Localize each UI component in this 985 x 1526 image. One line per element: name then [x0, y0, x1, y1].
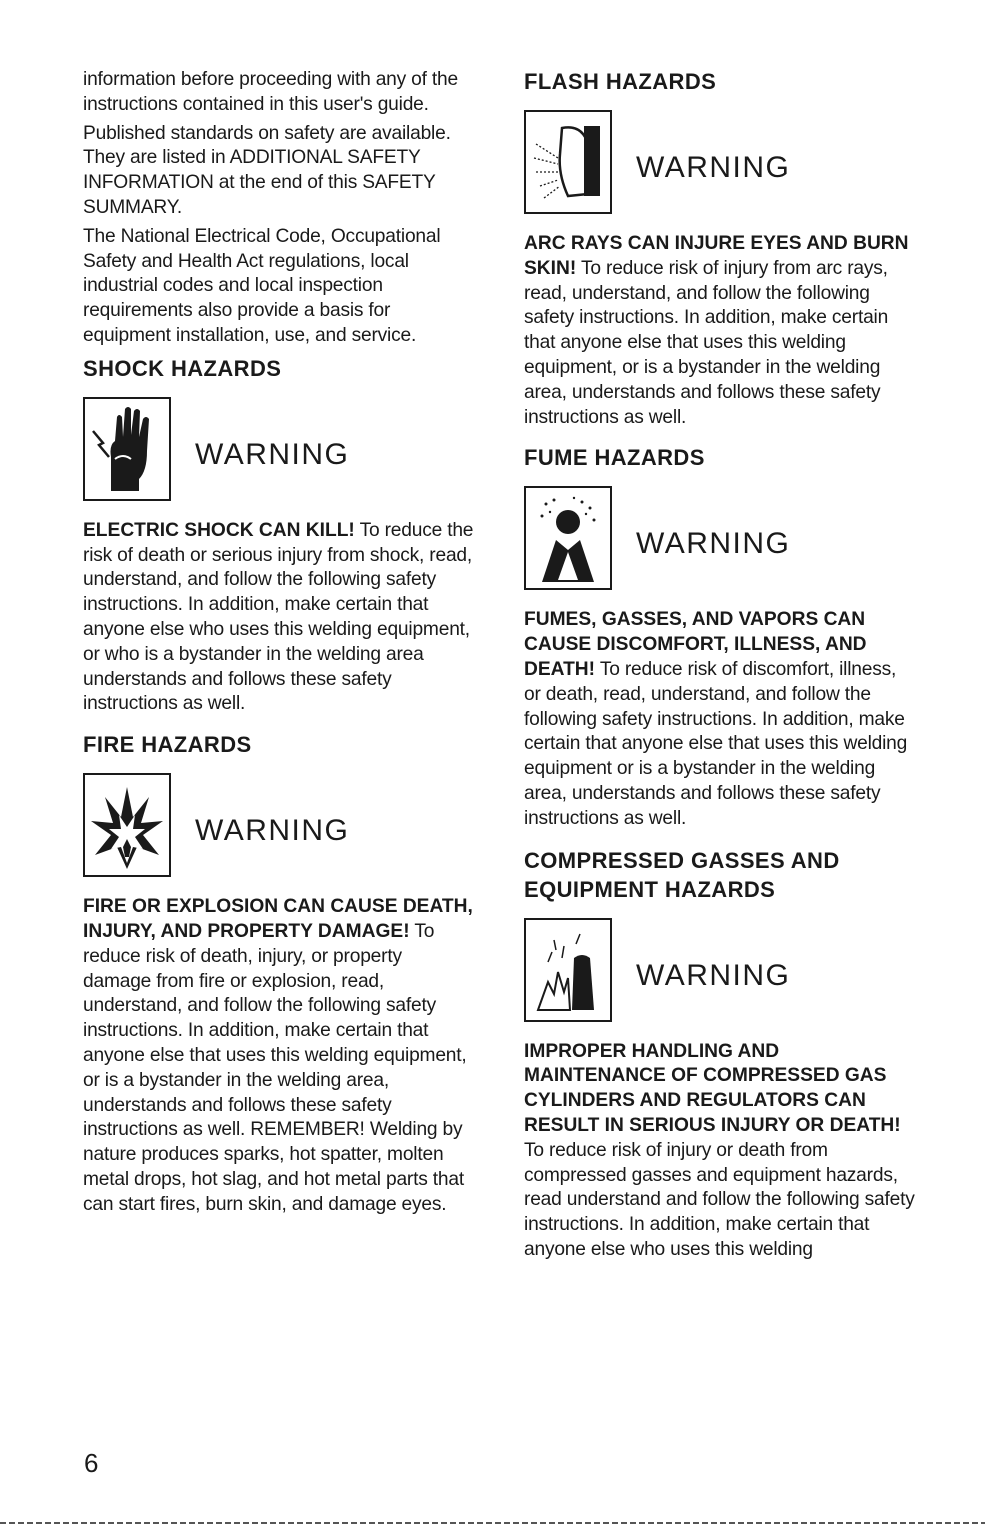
- flash-text: To reduce risk of injury from arc rays, read, understand, and follow the following safety instructions. In addition, make certain that anyone else that uses this welding equipment, or is a bystander in the welding area, understands and follows these safety instructions as well.: [524, 257, 889, 428]
- flash-paragraph: [524, 232, 916, 430]
- intro-paragraph-1: information before proceeding with any of the instructions contained in this user's guide.: [83, 69, 458, 115]
- welding-helmet-icon: [524, 110, 612, 214]
- fire-warning-block: [83, 765, 475, 885]
- fire-paragraph: [83, 895, 475, 1217]
- shock-hazards-heading: SHOCK HAZARDS: [83, 355, 282, 381]
- fume-lead: FUMES, GASSES, AND VAPORS CAN CAUSE DISCOMFORT, ILLNESS, AND DEATH!: [524, 609, 867, 680]
- flash-warning-block: [524, 102, 916, 222]
- intro-paragraph-2: Published standards on safety are available. They are listed in ADDITIONAL SAFETY INFORMATION at the end of this SAFETY SUMMARY.: [83, 122, 451, 218]
- page-number: 6: [84, 1448, 99, 1478]
- fire-hazards-heading: FIRE HAZARDS: [83, 732, 252, 758]
- flash-warning-word: WARNING: [636, 151, 791, 184]
- compressed-warning-block: [524, 910, 916, 1030]
- flash-hazards-heading: FLASH HAZARDS: [524, 69, 717, 94]
- compressed-paragraph: [524, 1040, 916, 1263]
- bottom-rule: [0, 1522, 985, 1524]
- right-column: [524, 68, 916, 1267]
- shock-text: To reduce the risk of death or serious injury from shock, read, understand, and follow the following safety instructions. In addition, make certain that anyone else who uses this welding equipment, or who is a bystander in the welding area understands and follows these safety instructions as well.: [83, 519, 474, 715]
- fire-explosion-icon: [83, 773, 171, 877]
- compressed-hazards-heading: COMPRESSED GASSES AND EQUIPMENT HAZARDS: [524, 847, 840, 902]
- compressed-lead: IMPROPER HANDLING AND MAINTENANCE OF COMPRESSED GAS CYLINDERS AND REGULATORS CAN RESULT IN SERIOUS INJURY OR DEATH!: [524, 1040, 901, 1136]
- fire-warning-word: WARNING: [195, 814, 350, 848]
- shock-lead: ELECTRIC SHOCK CAN KILL!: [83, 519, 355, 541]
- left-column: [83, 68, 475, 1222]
- fume-text: To reduce risk of discomfort, illness, or death, read, understand, and follow the following safety instructions. In addition, make certain that anyone else that uses this welding equipment or is a bystander in the welding area, understands and follows these safety instructions as well.: [524, 658, 908, 829]
- flash-lead: ARC RAYS CAN INJURE EYES AND BURN SKIN!: [524, 233, 909, 279]
- shock-paragraph: [83, 519, 475, 717]
- fume-hazards-heading: FUME HAZARDS: [524, 445, 705, 471]
- fume-warning-block: [524, 478, 916, 598]
- compressed-warning-word: WARNING: [636, 958, 791, 992]
- gas-cylinder-explosion-icon: [524, 918, 612, 1022]
- fire-text: To reduce risk of death, injury, or property damage from fire or explosion, read, understand, and follow the following safety instructions. In addition, make certain that anyone else that uses this welding equipment, or is a bystander in the welding area, understands and follows these safety instructions as well. REMEMBER! Welding by nature produces sparks, hot spatter, molten metal drops, hot slag, and hot metal parts that can start fires, burn skin, and damage eyes.: [83, 920, 467, 1215]
- shock-warning-block: [83, 389, 475, 509]
- fume-inhalation-icon: [524, 486, 612, 590]
- fire-lead: FIRE OR EXPLOSION CAN CAUSE DEATH, INJURY, AND PROPERTY DAMAGE!: [83, 896, 473, 942]
- shock-warning-word: WARNING: [195, 437, 350, 471]
- fume-paragraph: [524, 608, 916, 831]
- fume-warning-word: WARNING: [636, 527, 791, 561]
- electric-shock-hand-icon: [83, 397, 171, 501]
- compressed-text: To reduce risk of injury or death from compressed gasses and equipment hazards, read understand and follow the following safety instructions. In addition, make certain that anyone else who uses this welding: [524, 1139, 915, 1260]
- intro-paragraph-3: The National Electrical Code, Occupational Safety and Health Act regulations, local industrial codes and local inspection requirements also provide a basis for equipment installation, use, and service.: [83, 225, 441, 346]
